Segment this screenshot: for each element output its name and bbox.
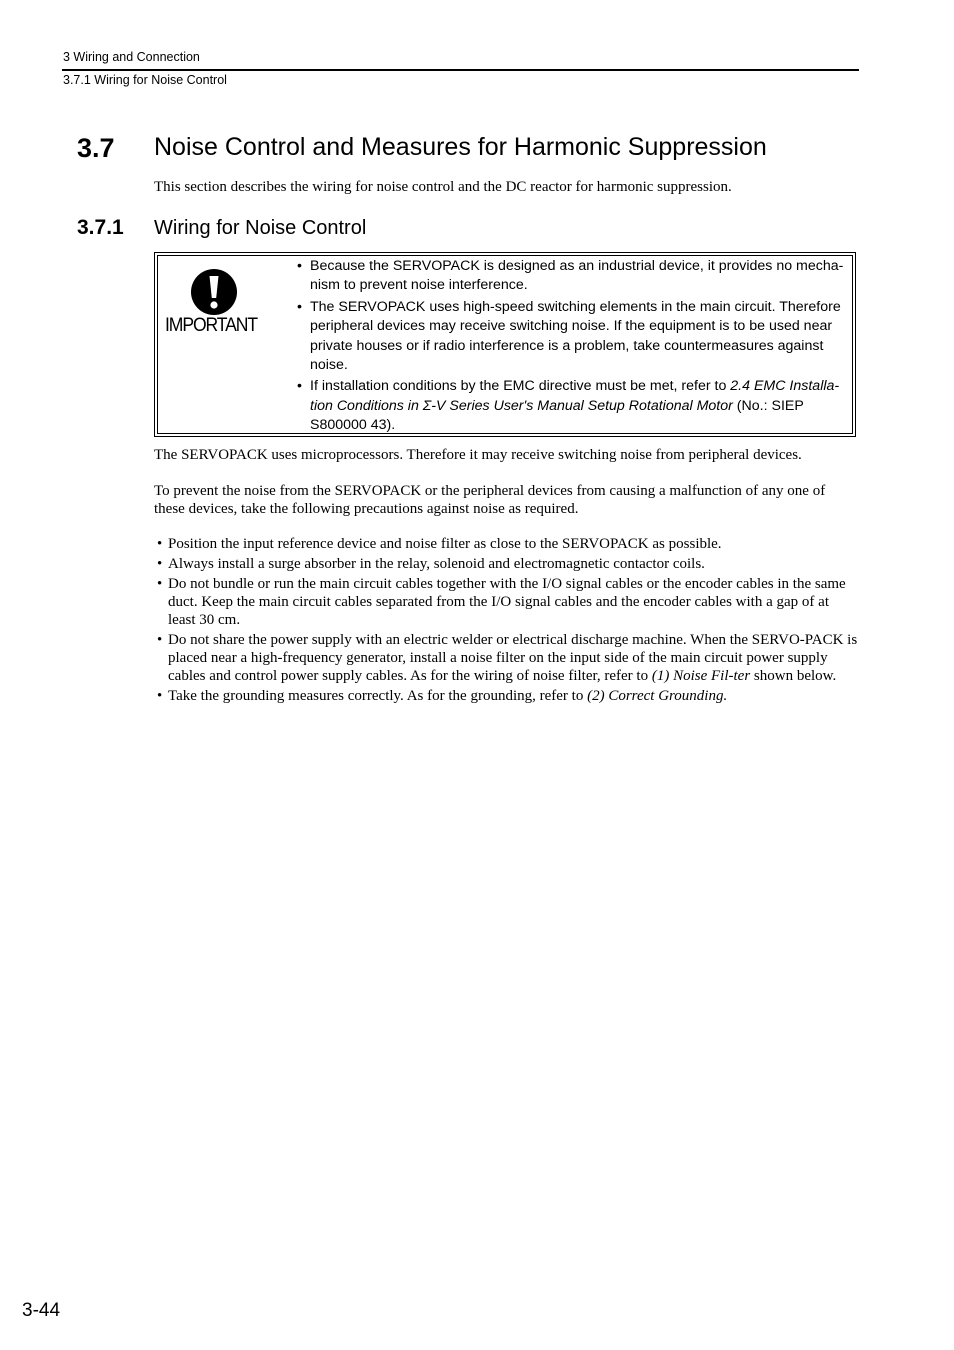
important-item: • Because the SERVOPACK is designed as an industrial device, it provides no mecha-nism to prevent noise interference.	[297, 258, 844, 294]
manual-reference-link[interactable]: 2.4 EMC Installa-tion Conditions in Σ-V Series User's Manual Setup Rotational Motor	[310, 378, 840, 414]
important-item: • The SERVOPACK uses high-speed switching elements in the main circuit. Therefore peripheral devices may receive switching noise. If the equipment is to be used near private houses or if radio interference is a problem, take countermeasures against noise.	[297, 298, 841, 374]
grounding-reference-link[interactable]: (2) Correct Grounding.	[587, 688, 728, 704]
section-number: 3.7	[77, 133, 115, 163]
paragraph: The SERVOPACK uses microprocessors. Therefore it may receive switching noise from peripheral devices.	[154, 447, 802, 463]
header-rule	[62, 69, 859, 71]
running-header-chapter: 3 Wiring and Connection	[63, 50, 200, 64]
section-title: Noise Control and Measures for Harmonic Suppression	[154, 133, 767, 161]
page-number: 3-44	[22, 1300, 61, 1321]
exclamation-icon	[190, 268, 238, 316]
precautions-list	[157, 535, 859, 707]
important-item: • If installation conditions by the EMC directive must be met, refer to 2.4 EMC Installa-tion Conditions in Σ-V Series User's Manual Setup Rotational Motor (No.: SIEP S800000 43).	[297, 378, 840, 434]
section-intro: This section describes the wiring for noise control and the DC reactor for harmonic suppression.	[154, 179, 732, 195]
subsection-number: 3.7.1	[77, 216, 124, 239]
precaution-item: • Take the grounding measures correctly. As for the grounding, refer to (2) Correct Grounding.	[157, 688, 728, 704]
important-notice-box	[154, 252, 856, 437]
precaution-item: • Position the input reference device and noise filter as close to the SERVOPACK as possible.	[157, 536, 722, 552]
running-header-section: 3.7.1 Wiring for Noise Control	[63, 73, 227, 87]
precaution-item: • Do not bundle or run the main circuit cables together with the I/O signal cables or the encoder cables in the same duct. Keep the main circuit cables separated from the I/O signal cables and the encoder cables with a gap of at least 30 cm.	[157, 576, 846, 628]
paragraph: To prevent the noise from the SERVOPACK or the peripheral devices from causing a malfunction of any one of these devices, take the following precautions against noise as required.	[154, 483, 826, 517]
noise-filter-reference-link[interactable]: (1) Noise Fil-ter	[651, 668, 751, 684]
subsection-title: Wiring for Noise Control	[154, 217, 367, 239]
precaution-item: • Always install a surge absorber in the relay, solenoid and electromagnetic contactor coils.	[157, 556, 705, 572]
precaution-item: • Do not share the power supply with an electric welder or electrical discharge machine. When the SERVO-PACK is placed near a high-frequency generator, install a noise filter on the input side of the main circuit power supply cables and control power supply cables. As for the wiring of noise filter, refer to (1) Noise Fil-ter shown below.	[157, 632, 858, 684]
important-list	[295, 257, 857, 438]
important-label: IMPORTANT	[165, 314, 258, 336]
